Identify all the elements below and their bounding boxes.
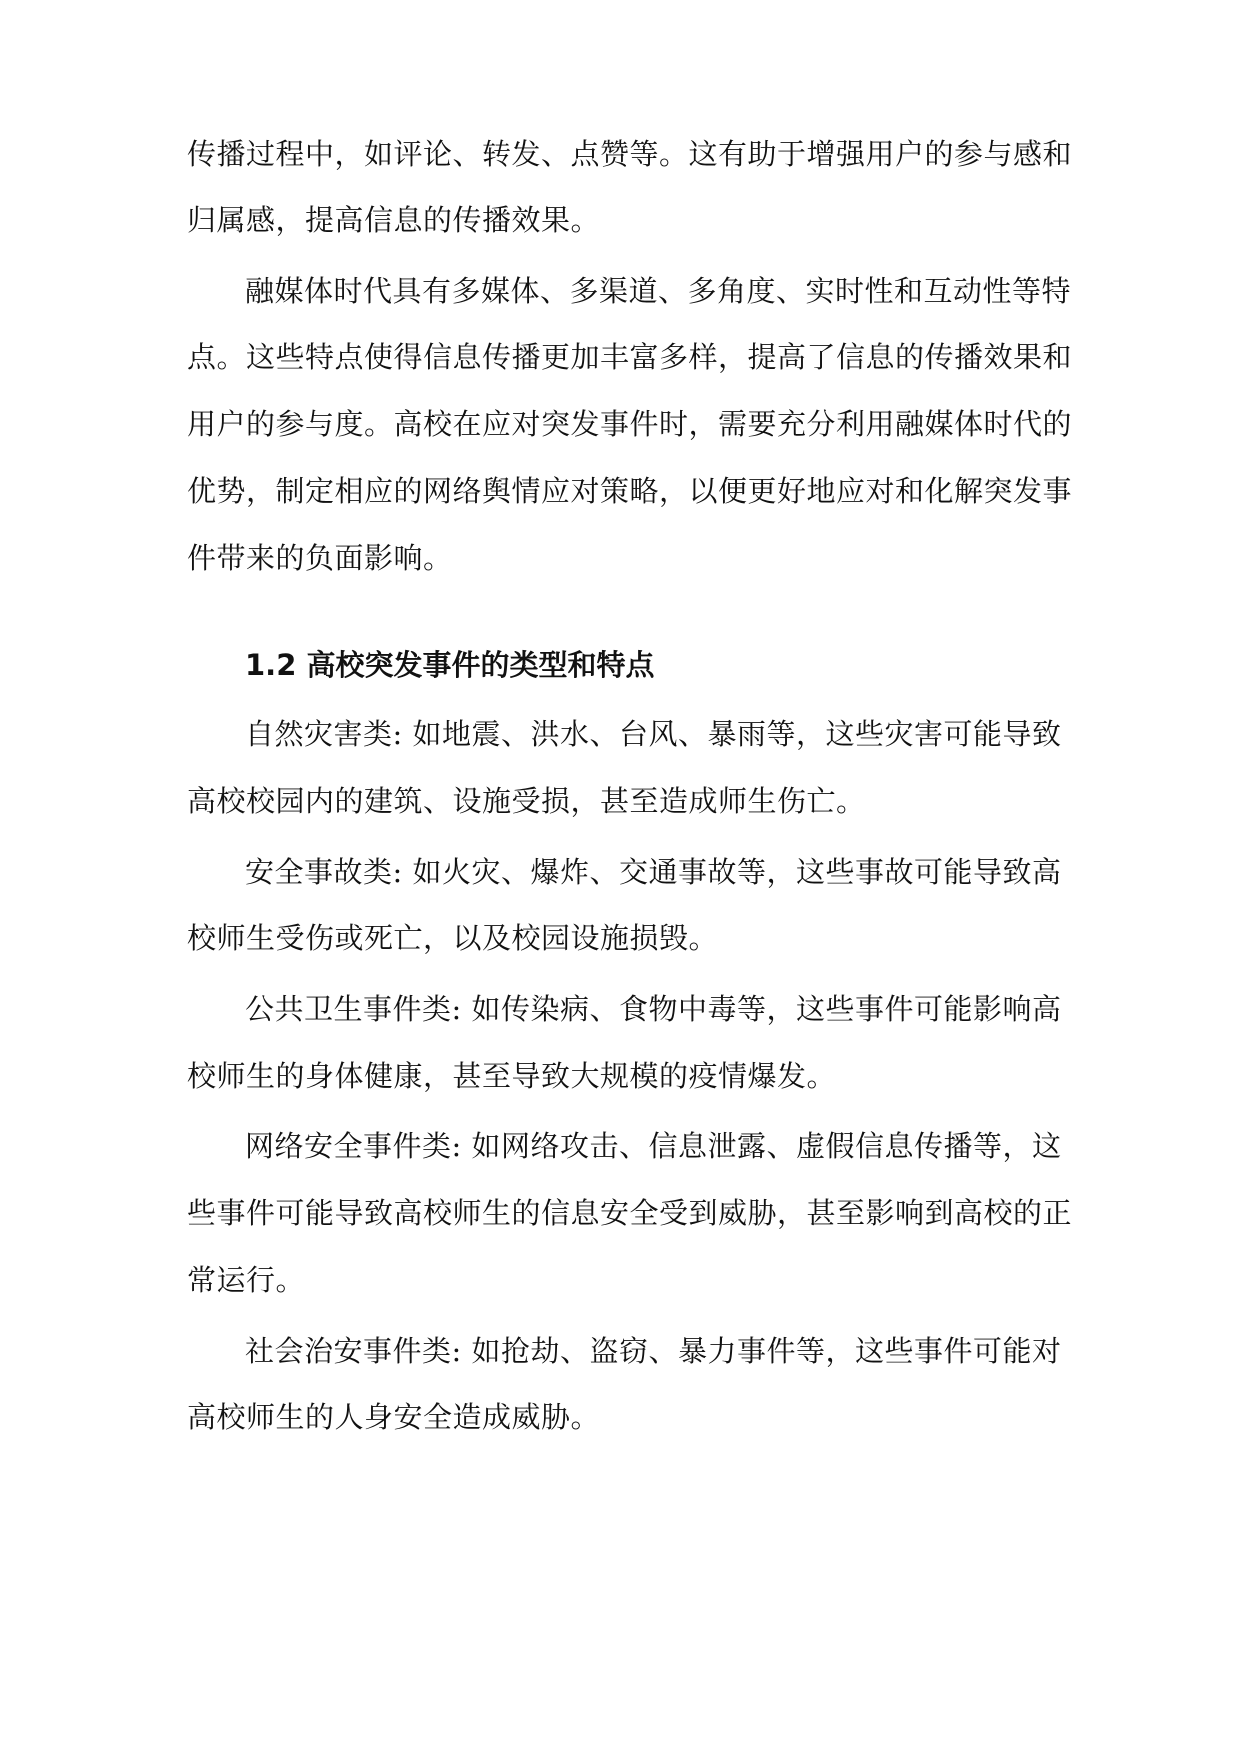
item-public-order-line-1: 社会治安事件类: 如抢劫、盗窃、暴力事件等，这些事件可能对 xyxy=(245,1334,1062,1368)
item-cyber-security-line-3: 常运行。 xyxy=(187,1263,306,1297)
paragraph-2-line-5: 件带来的负面影响。 xyxy=(187,541,453,575)
item-cyber-security-line-1: 网络安全事件类: 如网络攻击、信息泄露、虚假信息传播等，这 xyxy=(245,1129,1062,1163)
section-heading: 1.2 高校突发事件的类型和特点 xyxy=(245,648,655,682)
item-natural-disaster-line-2: 高校校园内的建筑、设施受损，甚至造成师生伤亡。 xyxy=(187,784,866,818)
paragraph-1-line-2: 归属感，提高信息的传播效果。 xyxy=(187,203,601,237)
item-cyber-security-line-2: 些事件可能导致高校师生的信息安全受到威胁，甚至影响到高校的正 xyxy=(187,1196,1073,1230)
item-safety-accident-line-2: 校师生受伤或死亡，以及校园设施损毁。 xyxy=(187,921,719,955)
item-public-health-line-1: 公共卫生事件类: 如传染病、食物中毒等，这些事件可能影响高 xyxy=(245,992,1062,1026)
paragraph-2-line-3: 用户的参与度。高校在应对突发事件时，需要充分利用融媒体时代的 xyxy=(187,407,1073,441)
item-safety-accident-line-1: 安全事故类: 如火灾、爆炸、交通事故等，这些事故可能导致高 xyxy=(245,855,1062,889)
paragraph-1-line-1: 传播过程中，如评论、转发、点赞等。这有助于增强用户的参与感和 xyxy=(187,137,1073,171)
paragraph-2-line-1: 融媒体时代具有多媒体、多渠道、多角度、实时性和互动性等特 xyxy=(245,274,1072,308)
item-public-health-line-2: 校师生的身体健康，甚至导致大规模的疫情爆发。 xyxy=(187,1059,837,1093)
item-natural-disaster-line-1: 自然灾害类: 如地震、洪水、台风、暴雨等，这些灾害可能导致 xyxy=(245,717,1062,751)
item-public-order-line-2: 高校师生的人身安全造成威胁。 xyxy=(187,1400,601,1434)
paragraph-2-line-2: 点。这些特点使得信息传播更加丰富多样，提高了信息的传播效果和 xyxy=(187,340,1073,374)
paragraph-2-line-4: 优势，制定相应的网络舆情应对策略，以便更好地应对和化解突发事 xyxy=(187,474,1073,508)
